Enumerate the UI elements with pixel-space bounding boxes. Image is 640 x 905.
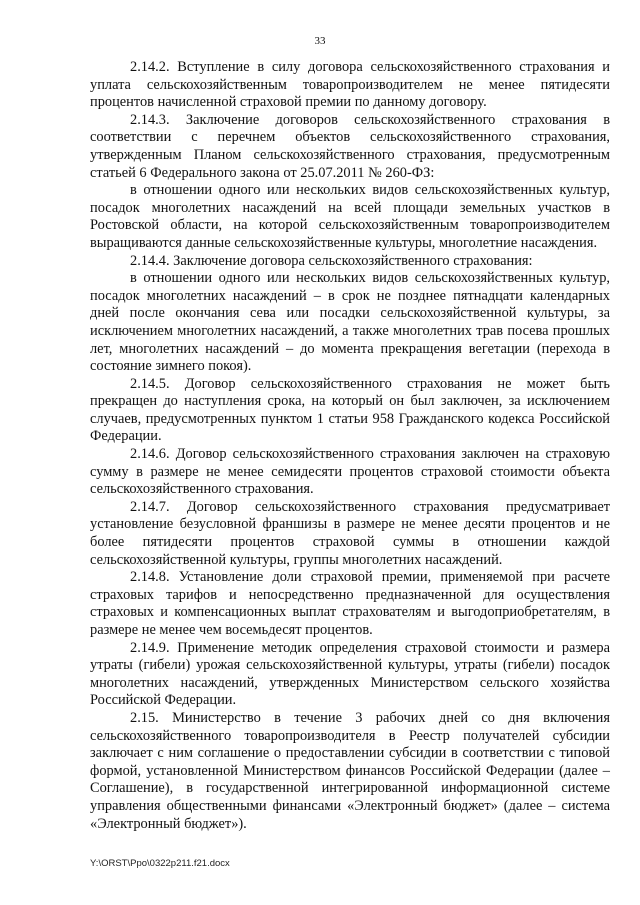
document-body xyxy=(90,59,610,833)
footer-file-path: Y:\ORST\Ppo\0322p211.f21.docx xyxy=(90,858,230,869)
paragraph-2-14-3: 2.14.3. Заключение договоров сельскохозяйственного страхования в соответствии с перечнем объектов сельскохозяйственного страхования, утвержденным Планом сельскохозяйственного страхования, предусмотренным статьей 6 Федерального закона от 25.07.2011 № 260-ФЗ: xyxy=(90,111,610,181)
paragraph-2-14-5: 2.14.5. Договор сельскохозяйственного страхования не может быть прекращен до наступления срока, на который он был заключен, за исключением случаев, предусмотренных пунктом 1 статьи 958 Гражданского кодекса Российской Федерации. xyxy=(90,375,610,445)
paragraph-2-15: 2.15. Министерство в течение 3 рабочих дней со дня включения сельскохозяйственного товаропроизводителя в Реестр получателей субсидии заключает с ним соглашение о предоставлении субсидии в соответствии с типовой формой, установленной Министерством финансов Российской Федерации (далее – Соглашение), в государственной интегрированной информационной системе управления общественными финансами «Электронный бюджет» (далее – система «Электронный бюджет»). xyxy=(90,709,610,832)
paragraph-2-14-7: 2.14.7. Договор сельскохозяйственного страхования предусматривает установление безусловной франшизы в размере не менее десяти процентов и не более пятидесяти процентов страховой суммы в отношении каждой сельскохозяйственной культуры, группы многолетних насаждений. xyxy=(90,498,610,568)
paragraph-2-14-9: 2.14.9. Применение методик определения страховой стоимости и размера утраты (гибели) урожая сельскохозяйственной культуры, утраты (гибели) посадок многолетних насаждений, утвержденных Министерством сельского хозяйства Российской Федерации. xyxy=(90,639,610,709)
paragraph-2-14-4-detail: в отношении одного или нескольких видов сельскохозяйственных культур, посадок многолетних насаждений – в срок не позднее пятнадцати календарных дней после окончания сева или посадки сельскохозяйственной культуры, за исключением многолетних насаждений, а также многолетних трав посева прошлых лет, многолетних насаждений – до момента прекращения вегетации (перехода в состояние зимнего покоя). xyxy=(90,270,610,375)
paragraph-2-14-8: 2.14.8. Установление доли страховой премии, применяемой при расчете страховых тарифов и непосредственно предназначенной для осуществления страховых и компенсационных выплат страхователям и выгодоприобретателям, в размере не менее чем восемьдесят процентов. xyxy=(90,569,610,638)
paragraph-2-14-2: 2.14.2. Вступление в силу договора сельскохозяйственного страхования и уплата сельскохозяйственным товаропроизводителем не менее пятидесяти процентов начисленной страховой премии по данному договору. xyxy=(90,59,610,111)
page-number: 33 xyxy=(314,35,326,47)
paragraph-2-14-6: 2.14.6. Договор сельскохозяйственного страхования заключен на страховую сумму в размере не менее семидесяти процентов страховой стоимости объекта сельскохозяйственного страхования. xyxy=(90,446,610,498)
paragraph-2-14-3-detail: в отношении одного или нескольких видов сельскохозяйственных культур, посадок многолетних насаждений на всей площади земельных участков в Ростовской области, на которой сельскохозяйственным товаропроизводителем выращиваются данные сельскохозяйственные культуры, многолетние насаждения. xyxy=(90,182,610,251)
paragraph-2-14-4: 2.14.4. Заключение договора сельскохозяйственного страхования: xyxy=(130,252,533,269)
